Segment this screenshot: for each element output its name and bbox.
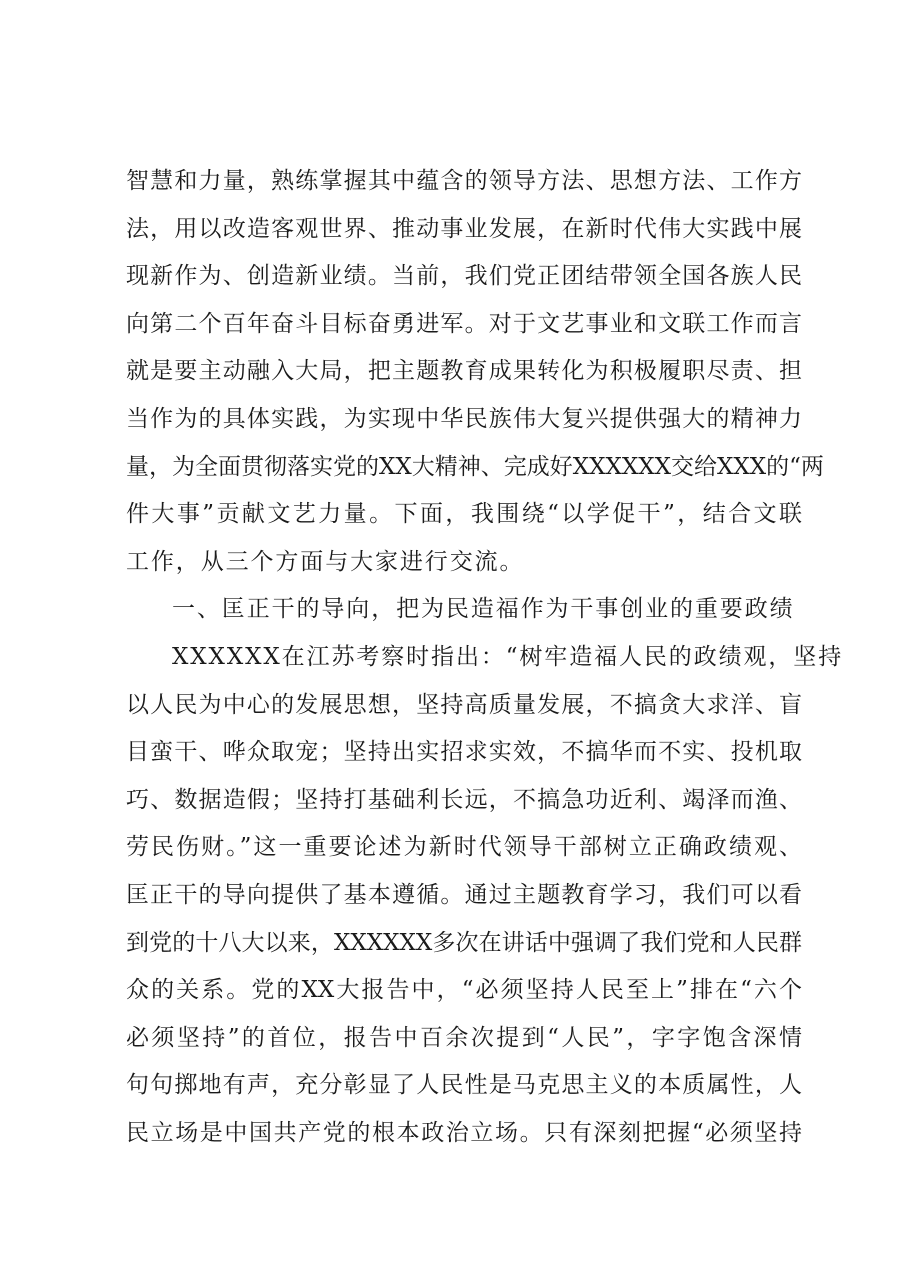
text-line: 目蛮干、哗众取宠；坚持出实招求实效，不搞华而不实、投机取 <box>126 739 802 766</box>
text-line: 法，用以改造客观世界、推动事业发展，在新时代伟大实践中展 <box>126 215 802 242</box>
text-line: 工作，从三个方面与大家进行交流。 <box>126 548 525 575</box>
text-line: 匡正干的导向提供了基本遵循。通过主题教育学习，我们可以看 <box>126 881 802 908</box>
text-line: 到党的十八大以来，XXXXXX多次在讲话中强调了我们党和人民群 <box>126 929 802 956</box>
text-line: 必须坚持”的首位，报告中百余次提到“人民”，字字饱含深情 <box>126 1024 802 1051</box>
section-paragraph <box>126 634 844 1158</box>
text-line: 众的关系。党的XX大报告中，“必须坚持人民至上”排在“六个 <box>126 977 802 1004</box>
text-line: 当作为的具体实践，为实现中华民族伟大复兴提供强大的精神力 <box>126 405 802 432</box>
text-line: 件大事”贡献文艺力量。下面，我围绕“以学促干”，结合文联 <box>126 501 802 528</box>
text-line: 量，为全面贯彻落实党的XX大精神、完成好XXXXXX交给XXX的“两 <box>126 453 824 480</box>
text-line: 民立场是中国共产党的根本政治立场。只有深刻把握“必须坚持 <box>126 1119 802 1146</box>
text-line: 智慧和力量，熟练掌握其中蕴含的领导方法、思想方法、工作方 <box>126 168 802 194</box>
text-line: 巧、数据造假；坚持打基础利长远，不搞急功近利、竭泽而渔、 <box>126 786 802 813</box>
intro-paragraph <box>126 158 824 586</box>
text-line: 句句掷地有声，充分彰显了人民性是马克思主义的本质属性，人 <box>126 1072 802 1099</box>
text-line: 就是要主动融入大局，把主题教育成果转化为积极履职尽责、担 <box>126 358 802 385</box>
text-line: 劳民伤财。”这一重要论述为新时代领导干部树立正确政绩观、 <box>126 834 802 861</box>
text-line: XXXXXX在江苏考察时指出：“树牢造福人民的政绩观，坚持 <box>172 643 844 670</box>
section-heading: 一、匡正干的导向，把为民造福作为干事创业的重要政绩 <box>172 596 795 623</box>
text-line: 以人民为中心的发展思想，坚持高质量发展，不搞贪大求洋、盲 <box>126 691 802 718</box>
text-line: 向第二个百年奋斗目标奋勇进军。对于文艺事业和文联工作而言 <box>126 310 802 337</box>
document-body <box>126 158 844 1157</box>
text-line: 现新作为、创造新业绩。当前，我们党正团结带领全国各族人民 <box>126 263 802 290</box>
